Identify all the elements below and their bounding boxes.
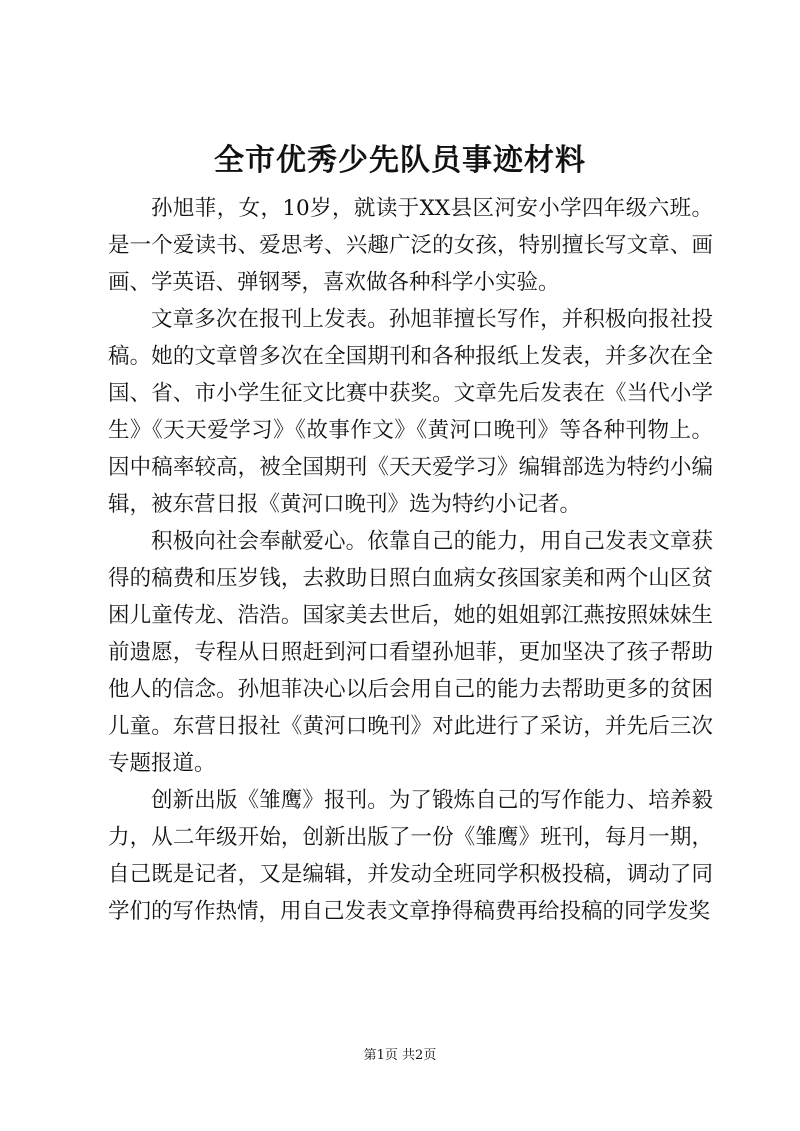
paragraph-intro: 孙旭菲，女，10岁，就读于XX县区河安小学四年级六班。是一个爱读书、爱思考、兴趣广泛的女孩，特别擅长写文章、画画、学英语、弹钢琴，喜欢做各种科学小实验。 bbox=[108, 196, 713, 295]
document-body bbox=[108, 190, 713, 930]
document-title: 全市优秀少先队员事迹材料 bbox=[214, 143, 586, 178]
paragraph-publication: 创新出版《雏鹰》报刊。为了锻炼自己的写作能力、培养毅力，从二年级开始，创新出版了一份《雏鹰》班刊，每月一期，自己既是记者，又是编辑，并发动全班同学积极投稿，调动了同学们的写作热情，用自己发表文章挣得稿费再给投稿的同学发奖 bbox=[108, 788, 713, 924]
paragraph-writing: 文章多次在报刊上发表。孙旭菲擅长写作，并积极向报社投稿。她的文章曾多次在全国期刊和各种报纸上发表，并多次在全国、省、市小学生征文比赛中获奖。文章先后发表在《当代小学生》《天天爱学习》《故事作文》《黄河口晚刊》等各种刊物上。因中稿率较高，被全国期刊《天天爱学习》编辑部选为特约小编辑，被东营日报《黄河口晚刊》选为特约小记者。 bbox=[108, 307, 713, 517]
paragraph-charity: 积极向社会奉献爱心。依靠自己的能力，用自己发表文章获得的稿费和压岁钱，去救助日照白血病女孩国家美和两个山区贫困儿童传龙、浩浩。国家美去世后，她的姐姐郭江燕按照妹妹生前遗愿，专程从日照赶到河口看望孙旭菲，更加坚决了孩子帮助他人的信念。孙旭菲决心以后会用自己的能力去帮助更多的贫困儿童。东营日报社《黄河口晚刊》对此进行了采访，并先后三次专题报道。 bbox=[108, 529, 713, 776]
page-footer: 第1页 共2页 bbox=[363, 1048, 437, 1063]
